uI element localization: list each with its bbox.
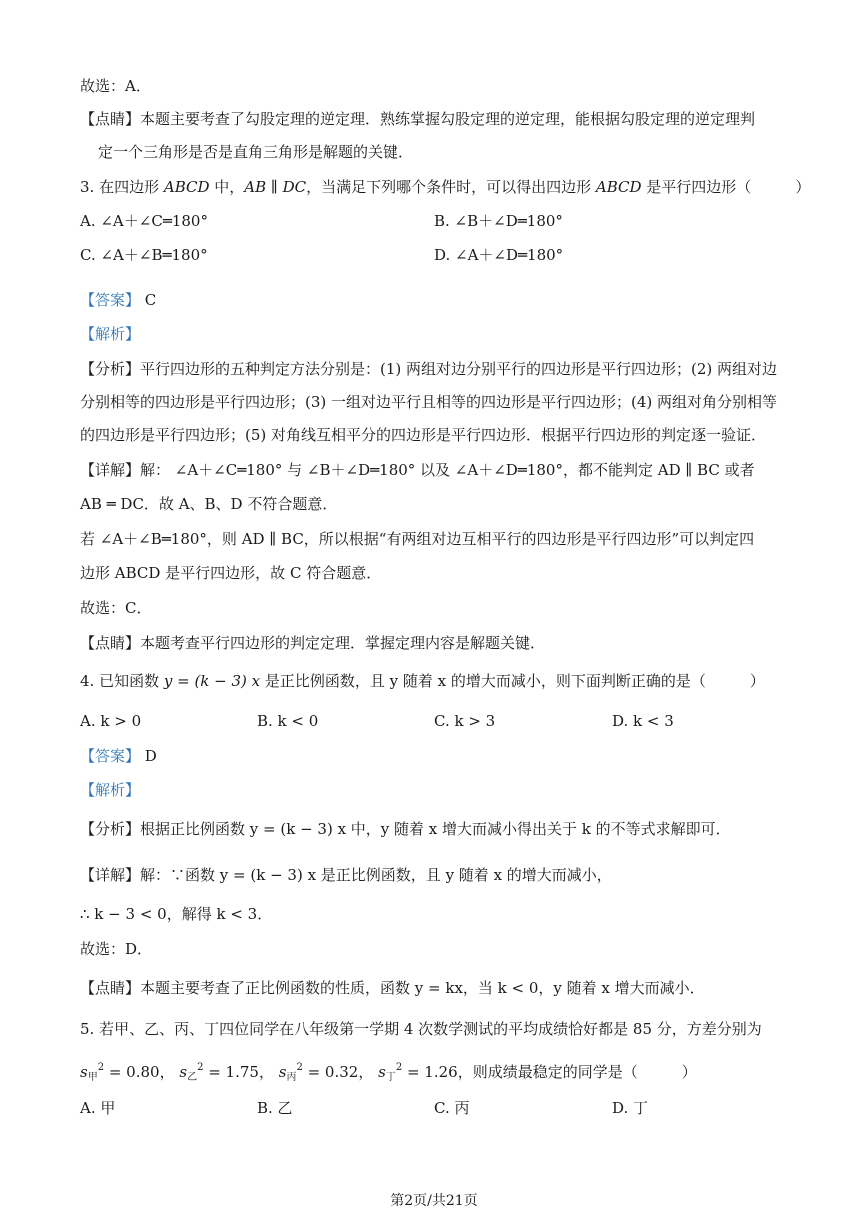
question-4-option-d: D. k < 3 — [612, 712, 674, 730]
question-3-jiexi — [80, 323, 140, 345]
question-3-option-b: B. ∠B＋∠D═180° — [434, 212, 563, 230]
dianjing-line-2: 定一个三角形是否是直角三角形是解题的关键． — [98, 143, 414, 161]
page-footer: 第2页/共21页 — [390, 1193, 478, 1209]
question-4-dianjing: 【点睛】本题主要考查了正比例函数的性质，函数 y = kx，当 k < 0，y 随着 x 增大而减小． — [80, 979, 705, 997]
dianjing-line: 【点睛】本题主要考查了勾股定理的逆定理．熟练掌握勾股定理的逆定理，能根据勾股定理的逆定理判 — [80, 110, 756, 128]
question-3-option-c: C. ∠A＋∠B═180° — [80, 246, 208, 264]
question-4-choose: 故选：D． — [80, 940, 153, 958]
jiexi-tag: 【解析】 — [80, 325, 141, 343]
answer-tag: 【答案】 — [80, 291, 141, 309]
question-3-analysis-1: 【分析】平行四边形的五种判定方法分别是：(1) 两组对边分别平行的四边形是平行四边形；(2) 两组对边 — [80, 360, 778, 378]
dianjing-tag: 【点睛】 — [80, 110, 141, 128]
question-3-answer: 【答案】 C — [80, 291, 157, 309]
question-5-option-c: C. 丙 — [434, 1099, 470, 1117]
question-5-option-d: D. 丁 — [612, 1099, 649, 1117]
question-3-stem: 3. 在四边形 ABCD 中，AB ∥ DC，当满足下列哪个条件时，可以得出四边形 ABCD 是平行四边形（ ） — [80, 178, 811, 196]
question-5-stem-1: 5. 若甲、乙、丙、丁四位同学在八年级第一学期 4 次数学测试的平均成绩恰好都是 85 分，方差分别为 — [80, 1020, 762, 1038]
question-3-analysis-2: 分别相等的四边形是平行四边形；(3) 一组对边平行且相等的四边形是平行四边形；(4) 两组对角分别相等 — [80, 393, 778, 411]
question-3-detail-2: AB ═ DC．故 A、B、D 不符合题意． — [80, 495, 338, 513]
question-3-option-d: D. ∠A＋∠D═180° — [434, 246, 564, 264]
question-3-detail-1: 【详解】解： ∠A＋∠C═180° 与 ∠B＋∠D═180° 以及 ∠A＋∠D═180°，都不能判定 AD ∥ BC 或者 — [80, 461, 755, 479]
question-5-option-b: B. 乙 — [257, 1099, 293, 1117]
question-4-analysis: 【分析】根据正比例函数 y = (k − 3) x 中，y 随着 x 增大而减小得出关于 k 的不等式求解即可． — [80, 820, 731, 838]
question-5-option-a: A. 甲 — [80, 1099, 116, 1117]
question-3-option-a: A. ∠A＋∠C═180° — [80, 212, 208, 230]
question-4-option-a: A. k > 0 — [80, 712, 142, 730]
question-4-jiexi: 【解析】 — [80, 781, 141, 799]
question-4-option-b: B. k < 0 — [257, 712, 319, 730]
question-4-option-c: C. k > 3 — [434, 712, 496, 730]
question-4-stem: 4. 已知函数 y = (k − 3) x 是正比例函数，且 y 随着 x 的增大而减小，则下面判断正确的是（ ） — [80, 672, 765, 690]
choose-line: 故选：A． — [80, 77, 151, 95]
question-3-analysis-3: 的四边形是平行四边形；(5) 对角线互相平分的四边形是平行四边形．根据平行四边形的判定逐一验证． — [80, 426, 767, 444]
question-4-detail-1: 【详解】解：∵函数 y = (k − 3) x 是正比例函数，且 y 随着 x 的增大而减小， — [80, 866, 612, 884]
question-3-choose: 故选：C． — [80, 599, 152, 617]
question-4-detail-2: ∴ k − 3 < 0，解得 k < 3． — [80, 905, 273, 923]
xiangjie-tag: 【详解】 — [80, 461, 141, 479]
question-3-dianjing: 【点睛】本题考查平行四边形的判定定理．掌握定理内容是解题关键． — [80, 634, 546, 652]
question-4-answer: 【答案】 D — [80, 747, 157, 765]
question-3-detail-3: 若 ∠A＋∠B═180°，则 AD ∥ BC，所以根据“有两组对边互相平行的四边形是平行四边形”可以判定四 — [80, 530, 755, 548]
fenxi-tag: 【分析】 — [80, 360, 141, 378]
question-3-detail-4: 边形 ABCD 是平行四边形，故 C 符合题意． — [80, 564, 382, 582]
question-5-stem-2: $s_甲^2 = 0.80$， $s_乙^2 = 1.75$， $s_丙^2 = 0.32$， $s_丁^2 = 1.26$，则成绩最稳定的同学是（ ） — [80, 1062, 697, 1083]
